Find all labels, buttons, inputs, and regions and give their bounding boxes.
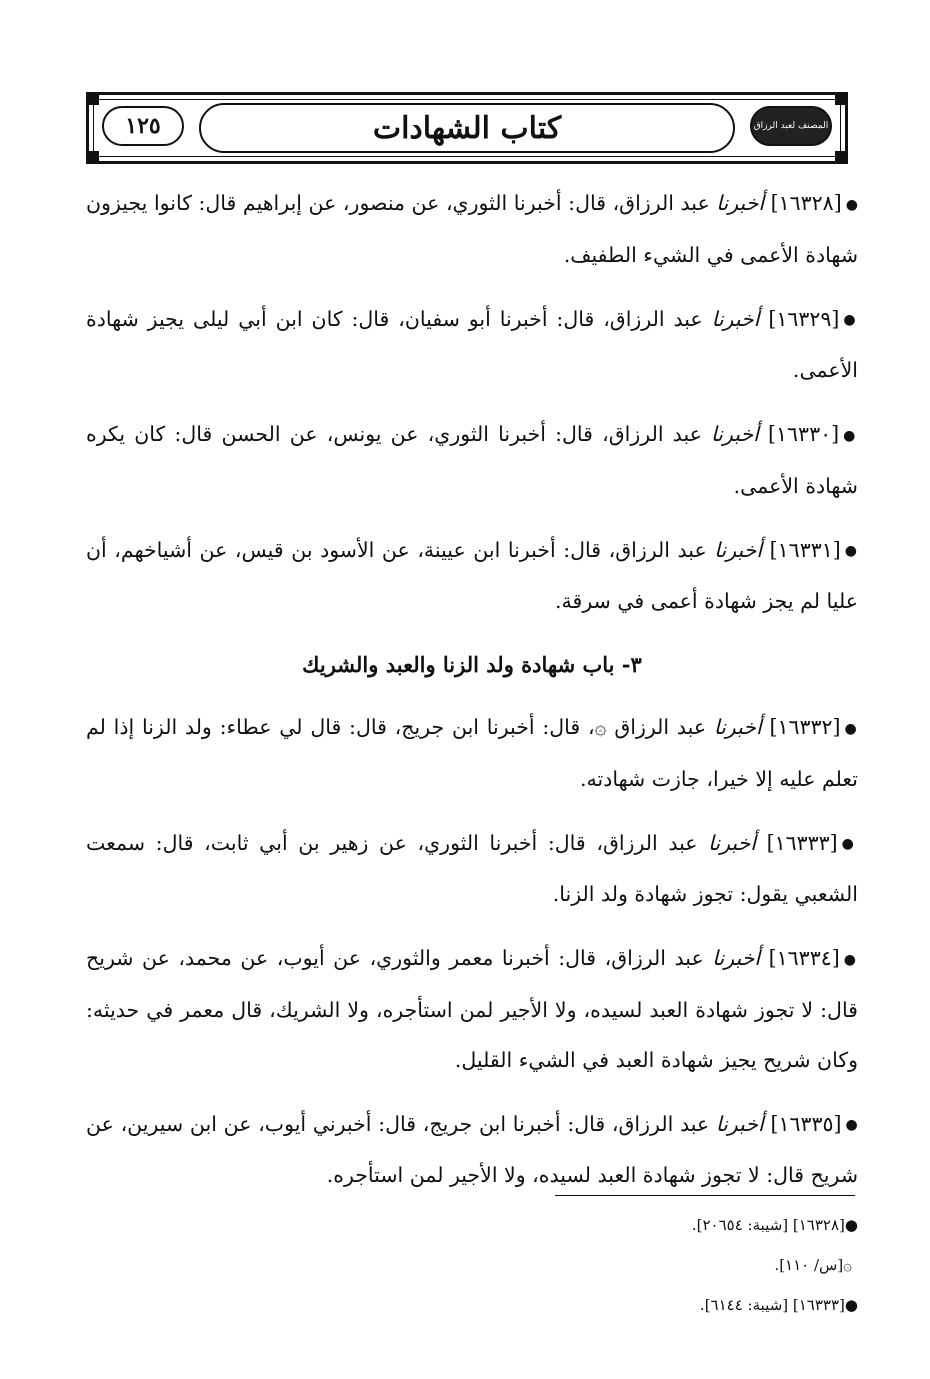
entry-text: عبد الرزاق، قال: أخبرنا أبو سفيان، قال: كان ابن أبي ليلى يجيز شهادة الأعمى. xyxy=(86,306,858,382)
entry-text: عبد الرزاق، قال: أخبرنا الثوري، عن يونس، عن الحسن قال: كان يكره شهادة الأعمى. xyxy=(86,422,858,498)
entry-ref: [١٦٣٣٤] xyxy=(768,946,840,970)
footnote-text: [١٦٣٣٣] [شيبة: ٦١٤٤]. xyxy=(699,1296,845,1314)
bullet-icon: ● xyxy=(845,1117,858,1133)
hadith-entry xyxy=(86,818,858,920)
hadith-entry xyxy=(86,294,858,396)
footnotes xyxy=(200,1205,858,1325)
seal-text: المصنف لعبد الرزاق xyxy=(753,121,829,131)
page-body xyxy=(86,178,858,1214)
bullet-icon: ● xyxy=(844,720,858,737)
bullet-icon: ● xyxy=(845,196,858,213)
seal-medallion xyxy=(750,106,832,146)
hadith-entry xyxy=(86,409,858,511)
page-header xyxy=(86,92,848,164)
book-seal xyxy=(743,101,839,151)
hadith-entry xyxy=(86,702,858,804)
page-number: ١٢٥ xyxy=(125,113,161,139)
entry-ref: [١٦٣٣٠] xyxy=(768,422,840,446)
bullet-icon: ● xyxy=(844,1296,858,1314)
entry-lead: أخبرنا xyxy=(711,422,759,446)
entry-lead: أخبرنا xyxy=(714,537,763,562)
entry-text: عبد الرزاق، قال: أخبرنا ابن جريج، قال: أخبرني أيوب، عن ابن سيرين، عن شريح قال: لا تجوز شهادة العبد لسيده، ولا الأجير لمن استأجره. xyxy=(86,1111,858,1187)
footnote xyxy=(200,1245,858,1285)
hadith-entry xyxy=(86,178,858,280)
page-number-medallion xyxy=(102,106,184,146)
entry-text: عبد الرزاق، قال: أخبرنا الثوري، عن زهير بن أبي ثابت، قال: سمعت الشعبي يقول: تجوز شهادة ولد الزنا. xyxy=(86,830,858,906)
entry-text: عبد الرزاق ۞، قال: أخبرنا ابن جريج، قال: قال لي عطاء: ولد الزنا إذا لم تعلم عليه إلا خيرا، جازت شهادته. xyxy=(86,715,858,791)
entry-lead: أخبرنا xyxy=(715,1111,764,1136)
footnote xyxy=(200,1285,858,1325)
footnote-text: [س/ ١١٠]. xyxy=(774,1256,844,1274)
entry-lead: أخبرنا xyxy=(712,946,761,970)
bullet-icon: ● xyxy=(844,1216,858,1234)
entry-ref: [١٦٣٣٢] xyxy=(769,715,841,739)
entry-text: عبد الرزاق، قال: أخبرنا ابن عيينة، عن الأسود بن قيس، عن أشياخهم، أن عليا لم يجز شهادة أعمى في سرقة. xyxy=(86,537,858,613)
bullet-icon: ● xyxy=(843,427,858,444)
entry-text: عبد الرزاق، قال: أخبرنا معمر والثوري، عن أيوب، عن محمد، عن شريح قال: لا تجوز شهادة العبد لسيده، ولا الأجير لمن استأجره، ولا الشريك، قال معمر في حديثه: وكان شريح يجيز شهادة العبد في الشيء القليل. xyxy=(86,946,858,1072)
entry-ref: [١٦٣٢٩] xyxy=(768,306,840,331)
hadith-entry xyxy=(86,933,858,1085)
entry-text: عبد الرزاق، قال: أخبرنا الثوري، عن منصور، عن إبراهيم قال: كانوا يجيزون شهادة الأعمى في الشيء الطفيف. xyxy=(86,191,858,267)
entry-lead: أخبرنا xyxy=(713,715,762,739)
entry-ref: [١٦٣٣١] xyxy=(769,537,841,562)
bullet-icon: ● xyxy=(843,312,858,328)
footnote-divider xyxy=(555,1195,855,1196)
footnote-text: [١٦٣٢٨] [شيبة: ٢٠٦٥٤]. xyxy=(691,1216,845,1234)
page-number-box xyxy=(95,101,191,151)
footnote xyxy=(200,1205,858,1245)
bullet-icon: ● xyxy=(841,836,858,852)
entry-lead: أخبرنا xyxy=(708,830,756,855)
bullet-icon: ● xyxy=(843,951,858,968)
entry-ref: [١٦٣٣٣] xyxy=(766,830,838,855)
section-heading: ٣- باب شهادة ولد الزنا والعبد والشريك xyxy=(302,652,642,677)
ornament-icon: ۞ xyxy=(843,1256,852,1274)
entry-lead: أخبرنا xyxy=(716,191,765,215)
hadith-entry xyxy=(86,1099,858,1201)
page-title: كتاب الشهادات xyxy=(372,110,562,146)
entry-lead: أخبرنا xyxy=(711,306,760,331)
bullet-icon: ● xyxy=(844,543,858,559)
title-cartouche xyxy=(199,103,735,153)
hadith-entry xyxy=(86,525,858,627)
entry-ref: [١٦٣٢٨] xyxy=(770,191,842,215)
entry-ref: [١٦٣٣٥] xyxy=(770,1111,842,1136)
